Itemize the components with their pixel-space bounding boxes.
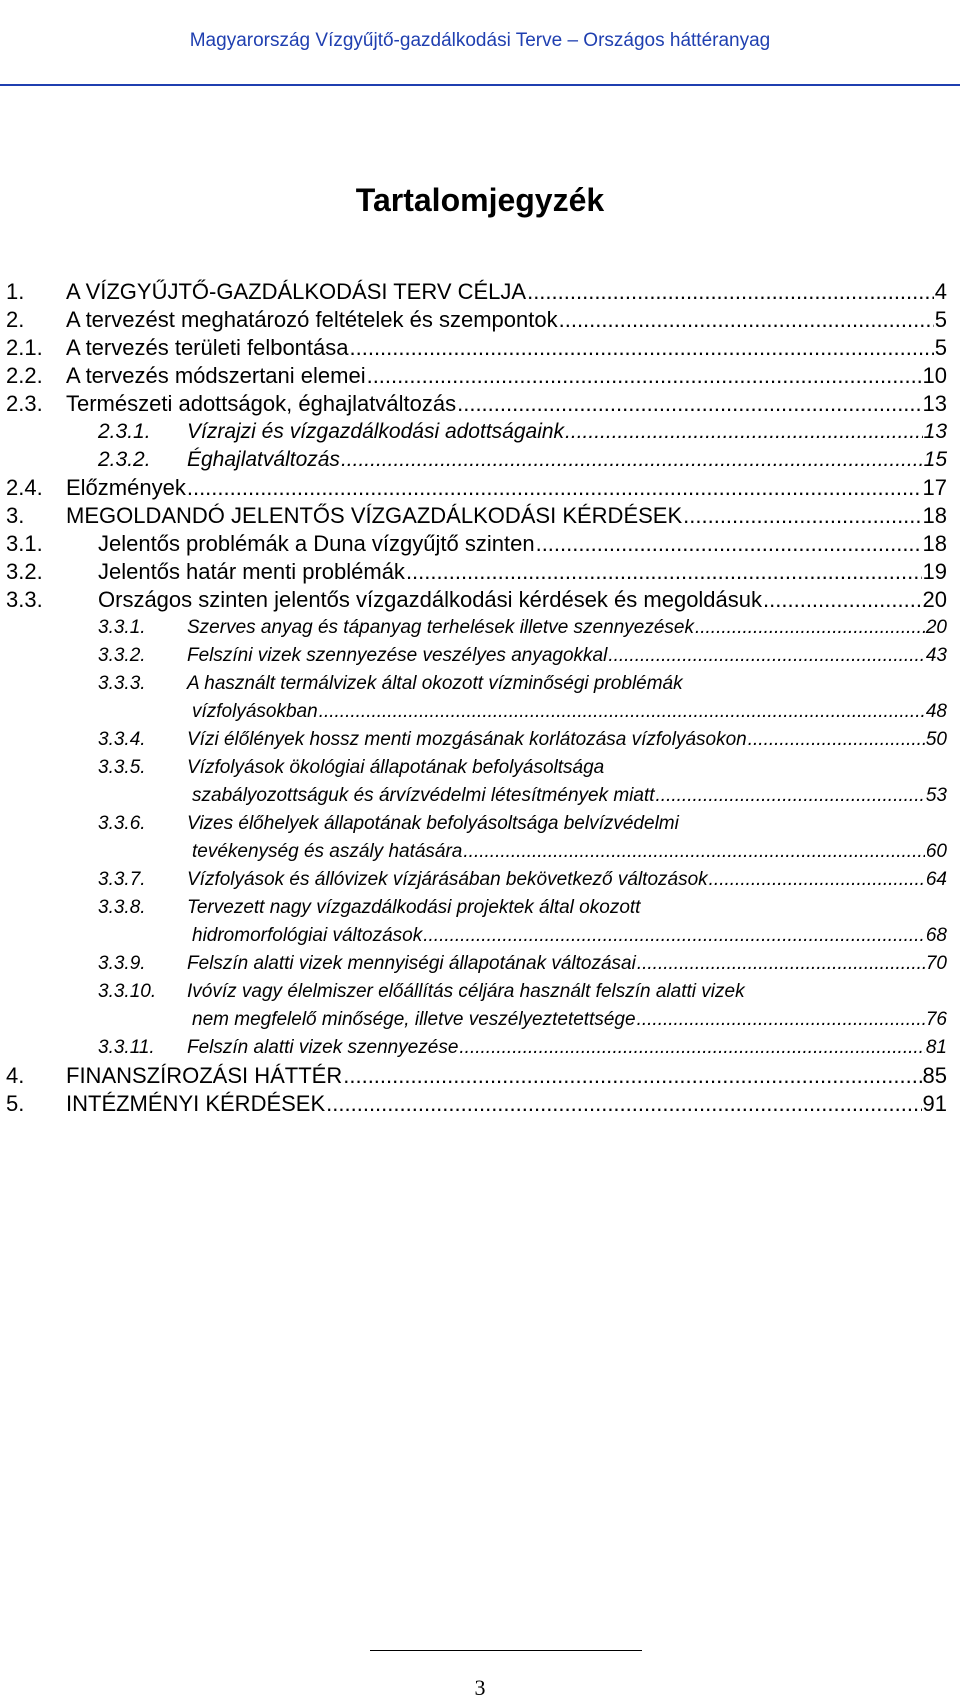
toc-entry-3-3[interactable] xyxy=(0,586,960,614)
toc-entry-number: 3.3.4. xyxy=(98,729,146,750)
toc-entry-page: 76 xyxy=(925,1009,947,1030)
page-number: 3 xyxy=(474,1675,486,1700)
toc-entry-title: A VÍZGYŰJTŐ-GAZDÁLKODÁSI TERV CÉLJA xyxy=(66,279,527,304)
toc-entry-number: 3.3.7. xyxy=(98,869,146,890)
toc-entry-3-2[interactable] xyxy=(0,558,960,586)
dot-leader xyxy=(187,474,922,502)
toc-entry-2-4[interactable] xyxy=(0,474,960,502)
dot-leader xyxy=(656,782,925,810)
dot-leader xyxy=(367,362,922,390)
toc-entry-number: 3.3.2. xyxy=(98,645,146,666)
toc-entry-page: 4 xyxy=(934,279,947,304)
toc-entry-title: Vízfolyások és állóvizek vízjárásában bekövetkező változások xyxy=(187,869,708,890)
toc-entry-3-3-3[interactable] xyxy=(0,670,960,726)
toc-entry-title-line2: tevékenység és aszály hatására xyxy=(192,841,463,862)
toc-entry-3-3-11[interactable] xyxy=(0,1034,960,1062)
toc-entry-title: Előzmények xyxy=(66,475,186,500)
toc-entry-3-3-2[interactable] xyxy=(0,642,960,670)
toc-entry-title-line1: Ivóvíz vagy élelmiszer előállítás céljára használt felszín alatti vizek xyxy=(187,981,745,1002)
toc-entry-page: 15 xyxy=(923,448,947,471)
dot-leader xyxy=(565,418,923,446)
dot-leader xyxy=(683,502,921,530)
toc-entry-3-3-6[interactable] xyxy=(0,810,960,866)
page-title: Tartalomjegyzék xyxy=(355,182,605,218)
toc-entry-number: 3.3.5. xyxy=(98,757,146,778)
toc-entry-page: 43 xyxy=(925,645,947,666)
toc-entry-title: Jelentős problémák a Duna vízgyűjtő szinten xyxy=(98,531,535,556)
dot-leader xyxy=(341,446,923,474)
toc-entry-number: 3. xyxy=(6,503,25,528)
toc-entry-page: 18 xyxy=(922,531,947,556)
dot-leader xyxy=(423,922,925,950)
dot-leader xyxy=(637,1006,925,1034)
dot-leader xyxy=(326,1090,921,1118)
dot-leader xyxy=(637,950,925,978)
toc-entry-5[interactable] xyxy=(0,1090,960,1118)
footer-divider xyxy=(370,1650,642,1651)
toc-entry-title: Jelentős határ menti problémák xyxy=(98,559,405,584)
toc-entry-number: 3.2. xyxy=(6,559,43,584)
toc-entry-page: 85 xyxy=(922,1063,947,1088)
toc-entry-page: 70 xyxy=(925,953,947,974)
toc-entry-2-3-2[interactable] xyxy=(0,446,960,474)
header-text: Magyarország Vízgyűjtő-gazdálkodási Terve – Országos háttéranyag xyxy=(189,30,771,51)
toc-entry-3-3-9[interactable] xyxy=(0,950,960,978)
toc-entry-2-1[interactable] xyxy=(0,334,960,362)
toc-entry-2-3[interactable] xyxy=(0,390,960,418)
toc-entry-number: 3.3.8. xyxy=(98,897,146,918)
toc-entry-number: 5. xyxy=(6,1091,25,1116)
toc-entry-2[interactable] xyxy=(0,306,960,334)
toc-entry-title: Szerves anyag és tápanyag terhelések illetve szennyezések xyxy=(187,617,694,638)
toc-entry-page: 5 xyxy=(934,335,947,360)
toc-entry-number: 3.3. xyxy=(6,587,43,612)
table-of-contents xyxy=(0,278,960,1158)
toc-entry-page: 13 xyxy=(923,420,947,443)
dot-leader xyxy=(608,642,925,670)
toc-entry-title: A tervezés módszertani elemei xyxy=(66,363,366,388)
toc-entry-title: FINANSZÍROZÁSI HÁTTÉR xyxy=(66,1063,343,1088)
toc-entry-title: INTÉZMÉNYI KÉRDÉSEK xyxy=(66,1091,326,1116)
toc-entry-page: 60 xyxy=(925,841,947,862)
toc-entry-3-3-5[interactable] xyxy=(0,754,960,810)
toc-entry-page: 20 xyxy=(922,587,947,612)
toc-entry-number: 1. xyxy=(6,279,25,304)
toc-entry-page: 91 xyxy=(922,1091,947,1116)
toc-entry-number: 3.3.11. xyxy=(98,1037,155,1058)
toc-entry-page: 68 xyxy=(925,925,947,946)
toc-entry-3-1[interactable] xyxy=(0,530,960,558)
toc-entry-number: 4. xyxy=(6,1063,25,1088)
toc-entry-number: 2.3. xyxy=(6,391,43,416)
toc-entry-page: 64 xyxy=(925,869,947,890)
toc-entry-title: Felszíni vizek szennyezése veszélyes anyagokkal xyxy=(187,645,608,666)
toc-entry-2-2[interactable] xyxy=(0,362,960,390)
toc-entry-page: 48 xyxy=(925,701,947,722)
toc-entry-title: Országos szinten jelentős vízgazdálkodási kérdések és megoldásuk xyxy=(98,587,763,612)
toc-entry-title: Természeti adottságok, éghajlatváltozás xyxy=(66,391,457,416)
dot-leader xyxy=(709,866,925,894)
toc-entry-number: 3.3.3. xyxy=(98,673,146,694)
toc-entry-page: 13 xyxy=(922,391,947,416)
toc-entry-title: Felszín alatti vizek mennyiségi állapotának változásai xyxy=(187,953,636,974)
toc-entry-3-3-8[interactable] xyxy=(0,894,960,950)
toc-entry-title-line2: vízfolyásokban xyxy=(192,701,318,722)
dot-leader xyxy=(695,614,925,642)
dot-leader xyxy=(319,698,925,726)
toc-entry-title: A tervezést meghatározó feltételek és szempontok xyxy=(66,307,558,332)
dot-leader xyxy=(559,306,934,334)
toc-entry-page: 17 xyxy=(922,475,947,500)
toc-entry-number: 3.3.6. xyxy=(98,813,146,834)
toc-entry-title-line2: hidromorfológiai változások xyxy=(192,925,423,946)
toc-entry-3-3-1[interactable] xyxy=(0,614,960,642)
toc-entry-page: 5 xyxy=(934,307,947,332)
dot-leader xyxy=(343,1062,921,1090)
dot-leader xyxy=(350,334,934,362)
toc-entry-title: MEGOLDANDÓ JELENTŐS VÍZGAZDÁLKODÁSI KÉRDÉSEK xyxy=(66,503,683,528)
toc-entry-number: 2.1. xyxy=(6,335,43,360)
dot-leader xyxy=(527,278,934,306)
dot-leader xyxy=(748,726,925,754)
toc-entry-title: Felszín alatti vizek szennyezése xyxy=(187,1037,459,1058)
toc-entry-page: 10 xyxy=(922,363,947,388)
toc-entry-2-3-1[interactable] xyxy=(0,418,960,446)
toc-entry-title-line1: A használt termálvizek által okozott vízminőségi problémák xyxy=(187,673,683,694)
toc-entry-number: 3.3.1. xyxy=(98,617,146,638)
header-divider xyxy=(0,84,960,86)
toc-entry-title-line2: nem megfelelő minősége, illetve veszélyeztetettsége xyxy=(192,1009,636,1030)
toc-entry-3-3-4[interactable] xyxy=(0,726,960,754)
toc-entry-title: Vízrajzi és vízgazdálkodási adottságaink xyxy=(187,420,565,443)
toc-entry-page: 53 xyxy=(925,785,947,806)
toc-entry-4[interactable] xyxy=(0,1062,960,1090)
toc-entry-3[interactable] xyxy=(0,502,960,530)
toc-entry-number: 2.3.2. xyxy=(98,448,151,471)
toc-entry-number: 2. xyxy=(6,307,25,332)
dot-leader xyxy=(763,586,921,614)
toc-entry-title: Vízi élőlények hossz menti mozgásának korlátozása vízfolyásokon xyxy=(187,729,747,750)
dot-leader xyxy=(459,1034,924,1062)
toc-entry-number: 3.3.9. xyxy=(98,953,146,974)
dot-leader xyxy=(406,558,922,586)
toc-entry-title-line1: Tervezett nagy vízgazdálkodási projektek által okozott xyxy=(187,897,641,918)
toc-entry-number: 3.1. xyxy=(6,531,43,556)
toc-entry-number: 2.2. xyxy=(6,363,43,388)
toc-entry-title: Éghajlatváltozás xyxy=(187,448,340,471)
toc-entry-title: A tervezés területi felbontása xyxy=(66,335,349,360)
toc-entry-number: 2.4. xyxy=(6,475,43,500)
toc-entry-number: 2.3.1. xyxy=(98,420,151,443)
toc-entry-3-3-10[interactable] xyxy=(0,978,960,1034)
dot-leader xyxy=(457,390,921,418)
toc-entry-title-line1: Vízfolyások ökológiai állapotának befolyásoltsága xyxy=(187,757,605,778)
dot-leader xyxy=(536,530,922,558)
toc-entry-page: 19 xyxy=(922,559,947,584)
toc-entry-page: 81 xyxy=(925,1037,947,1058)
toc-entry-3-3-7[interactable] xyxy=(0,866,960,894)
toc-entry-1[interactable] xyxy=(0,278,960,306)
toc-entry-number: 3.3.10. xyxy=(98,981,157,1002)
dot-leader xyxy=(463,838,924,866)
toc-entry-title-line1: Vizes élőhelyek állapotának befolyásoltsága belvízvédelmi xyxy=(187,813,679,834)
toc-entry-page: 18 xyxy=(922,503,947,528)
toc-entry-page: 50 xyxy=(925,729,947,750)
toc-entry-page: 20 xyxy=(925,617,947,638)
toc-entry-title-line2: szabályozottságuk és árvízvédelmi létesítmények miatt xyxy=(192,785,655,806)
